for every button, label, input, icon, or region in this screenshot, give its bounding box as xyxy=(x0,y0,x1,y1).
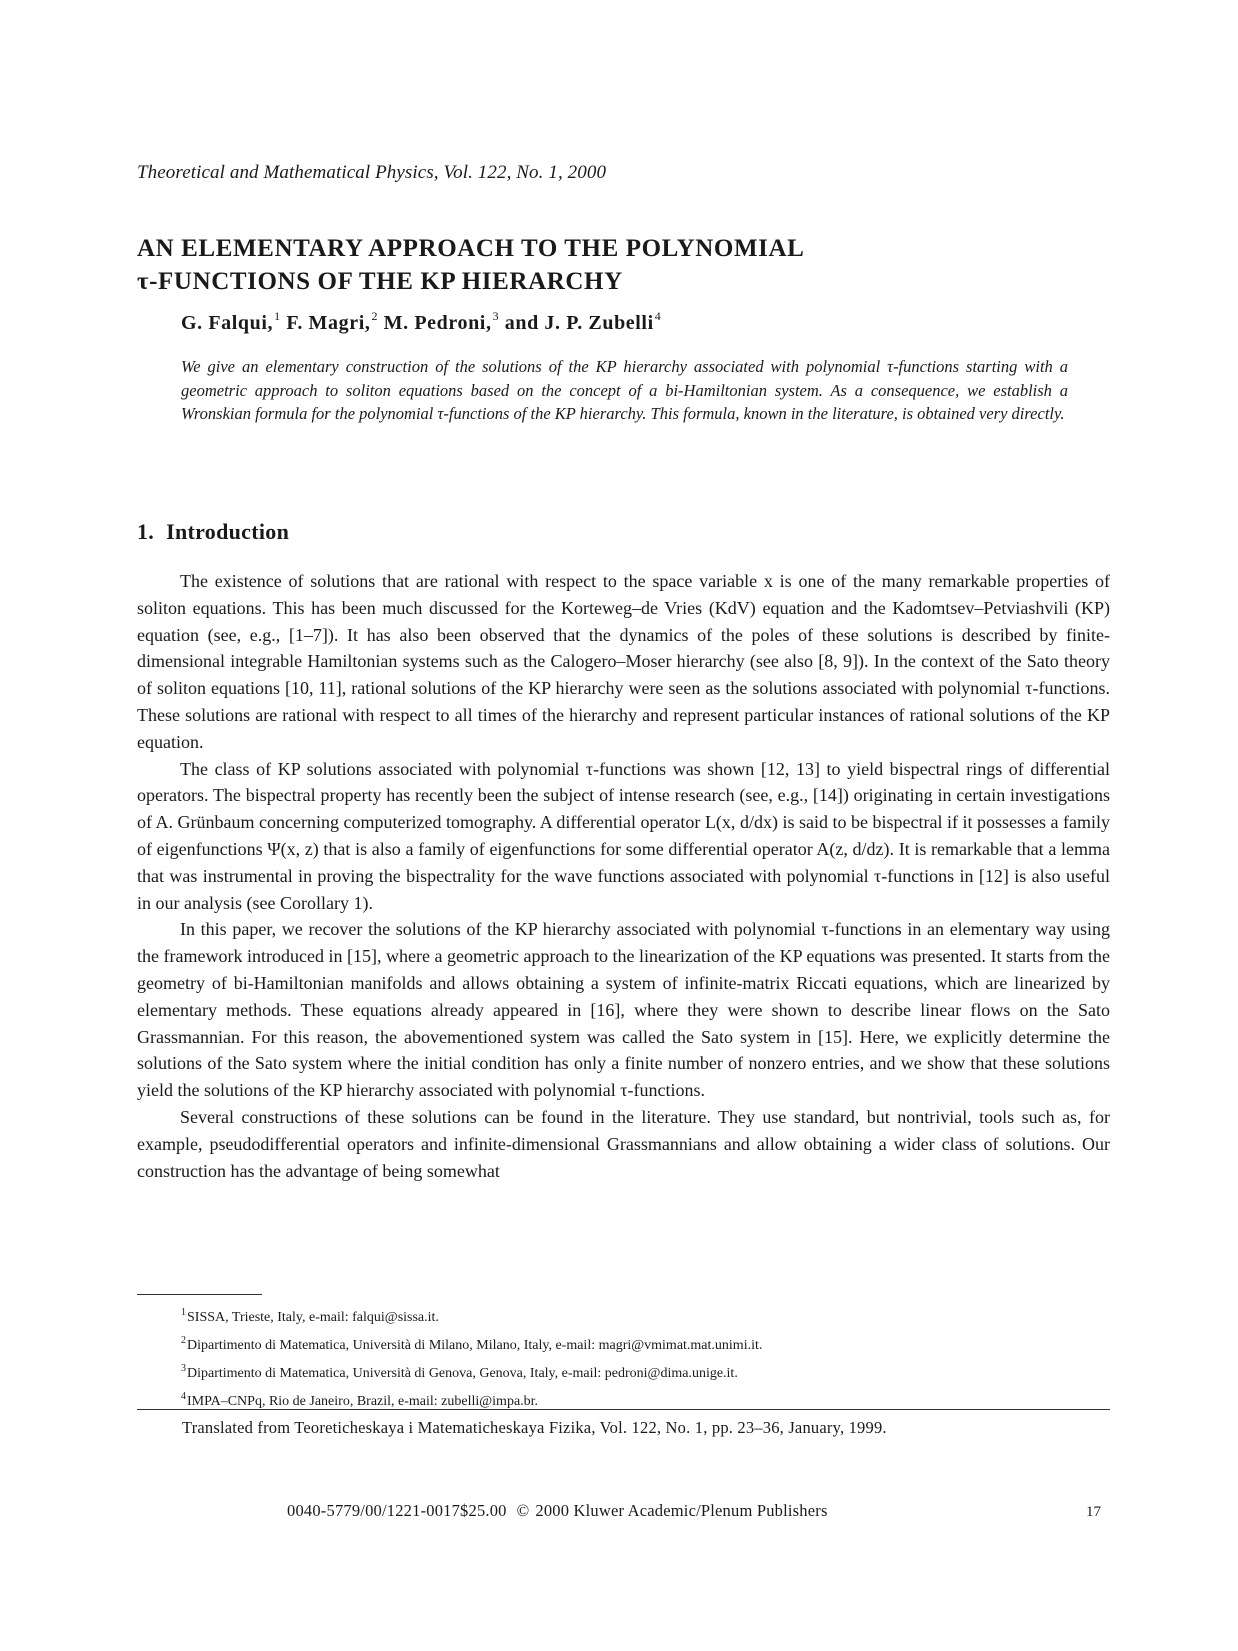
paragraph: The class of KP solutions associated with polynomial τ-functions was shown [12, 13] to yield bispectral rings of differential operators. The bispectral property has recently been the subject of intense research (see, e.g., [14]) originating in certain investigations of A. Grünbaum concerning computerized tomography. A differential operator L(x, d/dx) is said to be bispectral if it possesses a family of eigenfunctions Ψ(x, z) that is also a family of eigenfunctions for some differential operator A(z, d/dz). It is remarkable that a lemma that was instrumental in proving the bispectrality for the wave functions associated with polynomial τ-functions in [12] is also useful in our analysis (see Corollary 1). xyxy=(137,758,1110,913)
footnote-text: IMPA–CNPq, Rio de Janeiro, Brazil, e-mail: zubelli@impa.br. xyxy=(187,1394,539,1409)
publisher-name: 2000 Kluwer Academic/Plenum Publishers xyxy=(535,1501,828,1520)
body-text xyxy=(137,568,1110,1184)
section-heading xyxy=(137,519,289,545)
author-list xyxy=(181,309,661,335)
abstract: We give an elementary construction of the solutions of the KP hierarchy associated with polynomial τ-functions starting with a geometric approach to soliton equations based on the concept of a bi-Hamiltonian system. As a consequence, we establish a Wronskian formula for the polynomial τ-functions of the KP hierarchy. This formula, known in the literature, is obtained very directly. xyxy=(181,357,1068,423)
author-name: G. Falqui, xyxy=(181,312,274,334)
page-divider xyxy=(137,1409,1110,1410)
author-affiliation-mark: 3 xyxy=(492,309,500,323)
paragraph: The existence of solutions that are rational with respect to the space variable x is one of the many remarkable properties of soliton equations. This has been much discussed for the Korteweg–de Vries (KdV) equation and the Kadomtsev–Petviashvili (KP) equation (see, e.g., [1–7]). It has also been observed that the dynamics of the poles of these solutions is described by finite-dimensional integrable Hamiltonian systems such as the Calogero–Moser hierarchy (see also [8, 9]). In the context of the Sato theory of soliton equations [10, 11], rational solutions of the KP hierarchy were seen as the solutions associated with polynomial τ-functions. These solutions are rational with respect to all times of the hierarchy and represent particular instances of rational solutions of the KP equation. xyxy=(137,571,1110,752)
footnote-text: SISSA, Trieste, Italy, e-mail: falqui@sissa.it. xyxy=(187,1310,439,1325)
title-line-1: AN ELEMENTARY APPROACH TO THE POLYNOMIAL xyxy=(137,235,805,262)
page-number: 17 xyxy=(1086,1504,1101,1520)
author-affiliation-mark: 4 xyxy=(654,309,662,323)
copyright-icon: © xyxy=(516,1501,530,1520)
footnote xyxy=(181,1301,1081,1329)
article-code: 0040-5779/00/1221-0017$25.00 xyxy=(287,1501,507,1520)
title-line-2: τ-FUNCTIONS OF THE KP HIERARCHY xyxy=(137,268,623,295)
section-title: Introduction xyxy=(166,519,290,544)
author-affiliation-mark: 2 xyxy=(371,309,379,323)
footnote-divider xyxy=(137,1294,262,1295)
translation-note: Translated from Teoreticheskaya i Matematicheskaya Fizika, Vol. 122, No. 1, pp. 23–36, January, 1999. xyxy=(182,1418,887,1437)
author-name: and J. P. Zubelli xyxy=(504,312,654,334)
footnote-mark: 4 xyxy=(181,1391,186,1402)
author-affiliation-mark: 1 xyxy=(274,309,281,323)
paragraph: Several constructions of these solutions can be found in the literature. They use standard, but nontrivial, tools such as, for example, pseudodifferential operators and infinite-dimensional Grassmannians and allow obtaining a wider class of solutions. Our construction has the advantage of being somewhat xyxy=(137,1106,1110,1181)
footnote-mark: 3 xyxy=(181,1363,186,1374)
journal-citation: Theoretical and Mathematical Physics, Vol. 122, No. 1, 2000 xyxy=(137,162,607,183)
author-name: F. Magri, xyxy=(286,312,371,334)
author-name: M. Pedroni, xyxy=(383,312,492,334)
section-number: 1. xyxy=(137,519,155,544)
footnote xyxy=(181,1357,1081,1385)
footnotes xyxy=(181,1301,1081,1413)
footnote-mark: 2 xyxy=(181,1335,186,1346)
footnote-text: Dipartimento di Matematica, Università di Milano, Milano, Italy, e-mail: magri@vmimat.mat.unimi.it. xyxy=(187,1338,763,1353)
paragraph: In this paper, we recover the solutions of the KP hierarchy associated with polynomial τ-functions in an elementary way using the framework introduced in [15], where a geometric approach to the linearization of the KP equations was presented. It starts from the geometry of bi-Hamiltonian manifolds and allows obtaining a system of infinite-matrix Riccati equations, which are linearized by elementary methods. These equations already appeared in [16], where they were shown to describe linear flows on the Sato Grassmannian. For this reason, the abovementioned system was called the Sato system in [15]. Here, we explicitly determine the solutions of the Sato system where the initial condition has only a finite number of nonzero entries, and we show that these solutions yield the solutions of the KP hierarchy associated with polynomial τ-functions. xyxy=(137,919,1110,1101)
footnote-text: Dipartimento di Matematica, Università di Genova, Genova, Italy, e-mail: pedroni@dima.unige.it. xyxy=(187,1366,738,1381)
footnote-mark: 1 xyxy=(181,1307,186,1318)
paper-title xyxy=(137,232,1117,298)
publisher-line xyxy=(287,1501,828,1521)
footnote xyxy=(181,1329,1081,1357)
